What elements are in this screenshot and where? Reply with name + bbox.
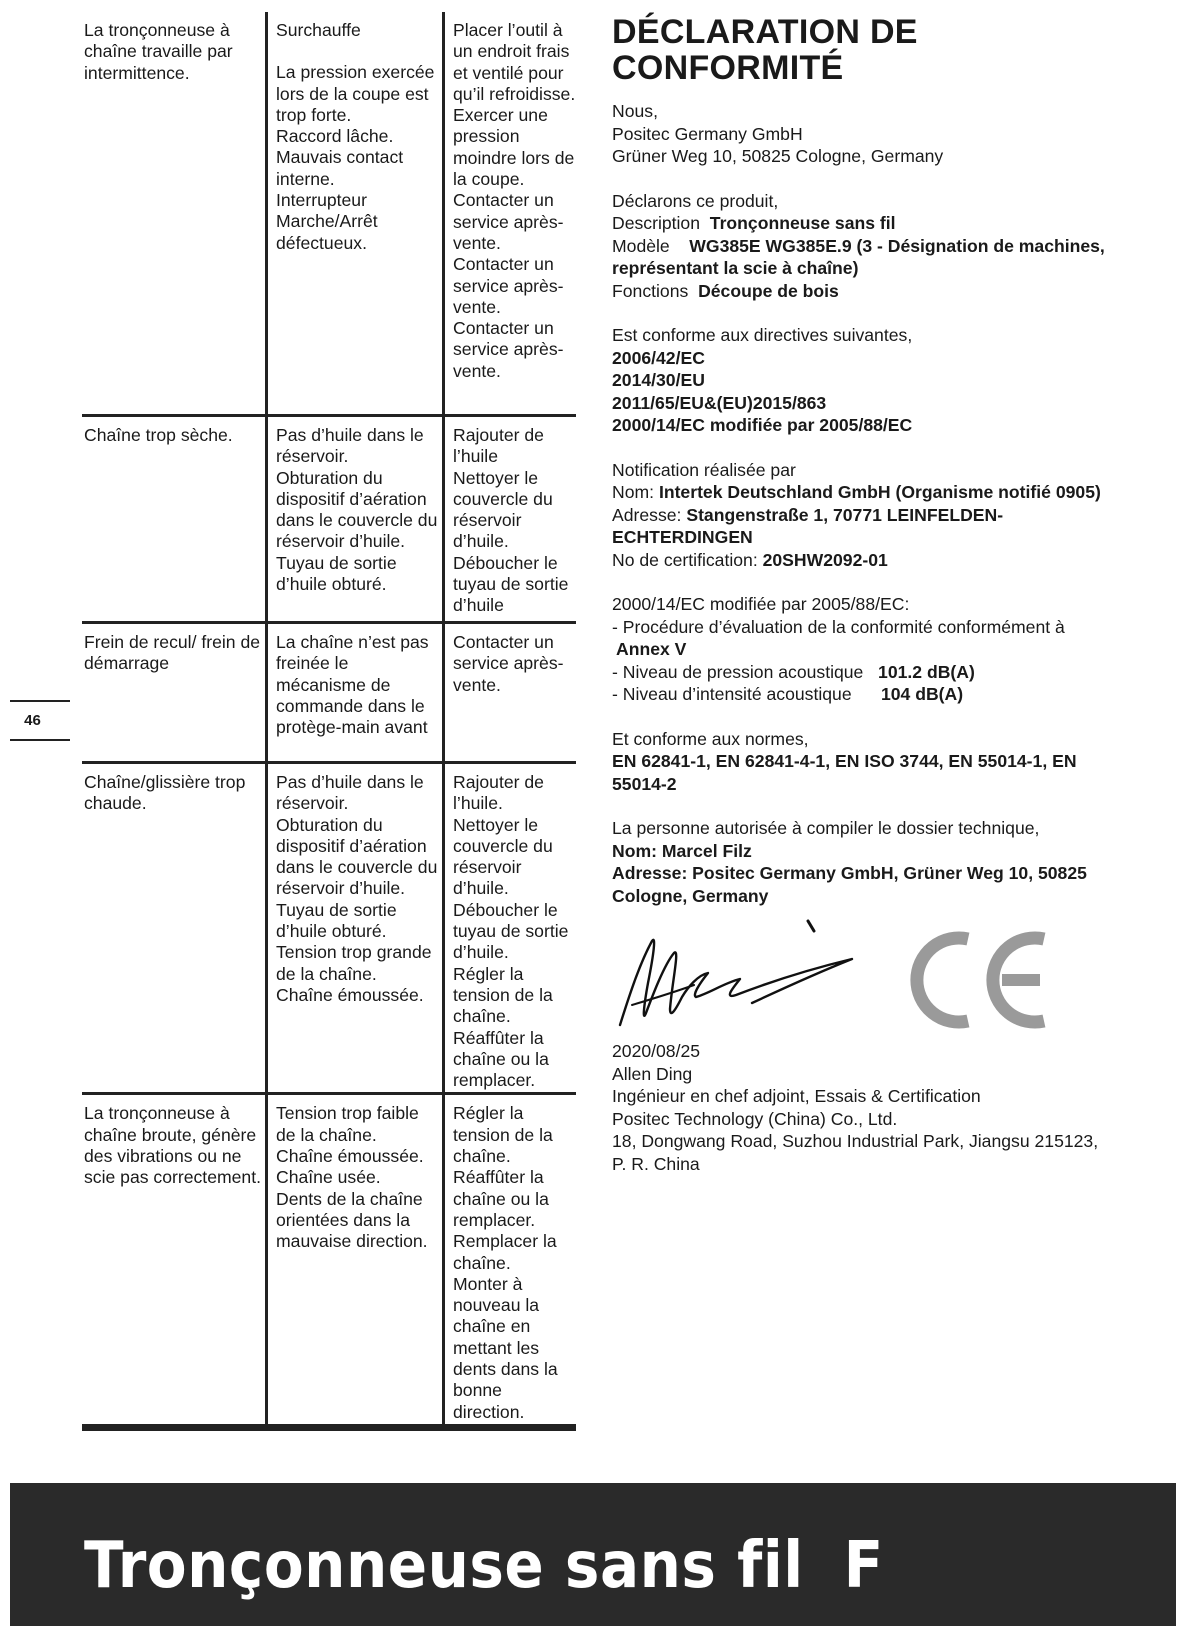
problem-cell xyxy=(82,416,267,623)
certification-number: No de certification: 20SHW2092-01 xyxy=(612,549,888,570)
standards-list: EN 62841-1, EN 62841-4-1, EN ISO 3744, EN 55014-1, EN 55014-2 xyxy=(612,751,1077,794)
cell-text: Tension trop grande de la chaîne. xyxy=(276,942,432,984)
cell-text: Chaîne usée. xyxy=(276,1167,381,1188)
standards-block: Et conforme aux normes, EN 62841-1, EN 62841-4-1, EN ISO 3744, EN 55014-1, EN 55014-2 xyxy=(612,728,1112,796)
cell-text: Régler la tension de la chaîne. xyxy=(453,1103,553,1167)
cell-text: Contacter un service après-vente. xyxy=(453,318,564,381)
cell-text: La chaîne n’est pas freinée le mécanisme de commande dans le protège-main avant xyxy=(276,632,429,738)
footer-banner xyxy=(10,1483,1176,1626)
cell-text: La tronçonneuse à chaîne broute, génère des vibrations ou ne scie pas correctement. xyxy=(84,1103,261,1188)
sound-pressure-level: - Niveau de pression acoustique 101.2 dB(A) xyxy=(612,661,975,682)
notified-body-block: Notification réalisée par Nom: Intertek Deutschland GmbH (Organisme notifié 0905) Adresse: Stangenstraße 1, 70771 LEINFELDEN-ECHTERDINGEN No de certification: 20SHW2092-01 xyxy=(612,459,1112,572)
cell-text: Mauvais contact interne. xyxy=(276,147,404,189)
cell-text: Surchauffe xyxy=(276,20,361,40)
manufacturer-block: Nous, Positec Germany GmbH Grüner Weg 10, 50825 Cologne, Germany xyxy=(612,100,1112,168)
cell-text: La tronçonneuse à chaîne travaille par intermittence. xyxy=(84,20,233,83)
solution-cell xyxy=(444,416,577,623)
page-number: 46 xyxy=(24,712,41,729)
product-description: Description Tronçonneuse sans fil xyxy=(612,213,896,233)
table-row xyxy=(82,12,576,416)
cause-cell xyxy=(267,12,444,416)
solution-cell xyxy=(444,1094,577,1427)
signature-area xyxy=(612,913,1112,1038)
cell-text: Déboucher le tuyau de sortie d’huile. xyxy=(453,899,569,963)
cell-text: La pression exercée lors de la coupe est trop forte. xyxy=(276,62,435,125)
signatory-block xyxy=(612,1040,1112,1175)
cause-cell xyxy=(267,1094,444,1427)
solution-cell xyxy=(444,763,577,1094)
directive-item: 2006/42/EC xyxy=(612,347,705,368)
cell-text: Monter à nouveau la chaîne en mettant les dents dans la bonne direction. xyxy=(453,1273,558,1422)
cell-text: Chaîne/glissière trop chaude. xyxy=(84,772,246,814)
ce-mark-icon xyxy=(902,925,1052,1035)
cell-text: Tuyau de sortie d’huile obturé. xyxy=(276,899,397,942)
sound-power-level: - Niveau d’intensité acoustique 104 dB(A) xyxy=(612,684,964,704)
signatory-name: Allen Ding xyxy=(612,1063,693,1084)
directive-item: 2000/14/EC modifiée par 2005/88/EC xyxy=(612,415,913,435)
declaration-of-conformity xyxy=(612,14,1112,1175)
page-number-rule-bottom xyxy=(10,739,70,741)
cell-text: Déboucher le tuyau de sortie d’huile xyxy=(453,552,569,616)
signature-date: 2020/08/25 xyxy=(612,1041,701,1061)
cell-text: Tuyau de sortie d’huile obturé. xyxy=(276,552,397,595)
cell-text: Chaîne trop sèche. xyxy=(84,425,233,445)
cell-text: Exercer une pression moindre lors de la coupe. xyxy=(453,105,575,190)
signatory-address: 18, Dongwang Road, Suzhou Industrial Park, Jiangsu 215123, P. R. China xyxy=(612,1131,1099,1174)
table-row xyxy=(82,416,576,623)
signatory-company: Positec Technology (China) Co., Ltd. xyxy=(612,1108,898,1129)
solution-cell xyxy=(444,623,577,763)
problem-cell xyxy=(82,12,267,416)
cause-cell xyxy=(267,763,444,1094)
directive-item: 2011/65/EU&(EU)2015/863 xyxy=(612,392,827,413)
cell-text: Contacter un service après-vente. xyxy=(453,632,564,695)
cell-text: Interrupteur Marche/Arrêt défectueux. xyxy=(276,190,378,253)
signatory-title: Ingénieur en chef adjoint, Essais & Certification xyxy=(612,1086,981,1106)
product-title: Tronçonneuse sans fil F xyxy=(84,1527,884,1603)
company-address: Grüner Weg 10, 50825 Cologne, Germany xyxy=(612,146,944,166)
cell-text: Rajouter de l’huile xyxy=(453,425,544,467)
problem-cell xyxy=(82,763,267,1094)
cell-text: Tension trop faible de la chaîne. xyxy=(276,1103,419,1145)
cell-text: Remplacer la chaîne. xyxy=(453,1231,557,1273)
signature-image xyxy=(612,913,872,1038)
cell-text: Chaîne émoussée. xyxy=(276,1146,424,1167)
cell-text: Pas d’huile dans le réservoir. xyxy=(276,772,424,814)
cell-text: Réaffûter la chaîne ou la remplacer. xyxy=(453,1167,549,1230)
cell-text: Rajouter de l’huile. xyxy=(453,772,544,814)
notified-body-address: Adresse: Stangenstraße 1, 70771 LEINFELDEN-ECHTERDINGEN xyxy=(612,504,1004,547)
noise-block: 2000/14/EC modifiée par 2005/88/EC: - Procédure d’évaluation de la conformité conformément à Annex V - Niveau de pression acoustique 101.2 dB(A) - Niveau d’intensité acoustique 104 dB(A) xyxy=(612,593,1112,706)
product-model: Modèle WG385E WG385E.9 (3 - Désignation de machines, représentant la scie à chaîne) xyxy=(612,235,1105,278)
cell-text: Contacter un service après-vente. xyxy=(453,190,564,253)
company-name: Positec Germany GmbH xyxy=(612,123,803,144)
table-row xyxy=(82,1094,576,1427)
procedure-annex: Annex V xyxy=(616,639,687,659)
cell-text: Réaffûter la chaîne ou la remplacer. xyxy=(453,1027,549,1091)
cell-text: Placer l’outil à un endroit frais et ventilé pour qu’il refroidisse. xyxy=(453,20,576,104)
cell-text: Raccord lâche. xyxy=(276,126,394,147)
cell-text: Régler la tension de la chaîne. xyxy=(453,963,553,1027)
authorized-person-block: La personne autorisée à compiler le dossier technique, Nom: Marcel Filz Adresse: Positec Germany GmbH, Grüner Weg 10, 50825 Cologne, Germany xyxy=(612,817,1112,907)
problem-cell xyxy=(82,623,267,763)
cell-text: Pas d’huile dans le réservoir. xyxy=(276,425,424,467)
cell-text: Obturation du dispositif d’aération dans le couvercle du réservoir d’huile. xyxy=(276,814,438,899)
table-row xyxy=(82,623,576,763)
cell-text: Contacter un service après-vente. xyxy=(453,254,564,317)
solution-cell xyxy=(444,12,577,416)
declaration-title: DÉCLARATION DE CONFORMITÉ xyxy=(612,13,918,87)
cell-text: Frein de recul/ frein de démarrage xyxy=(84,632,261,674)
notified-body-name: Nom: Intertek Deutschland GmbH (Organisme notifié 0905) xyxy=(612,482,1101,502)
cell-text: Chaîne émoussée. xyxy=(276,984,424,1005)
troubleshooting-table xyxy=(82,12,576,1431)
authorized-person-name: Nom: Marcel Filz xyxy=(612,840,752,861)
problem-cell xyxy=(82,1094,267,1427)
directives-block: Est conforme aux directives suivantes, 2006/42/EC 2014/30/EU 2011/65/EU&(EU)2015/863 2000/14/EC modifiée par 2005/88/EC xyxy=(612,324,1112,437)
product-functions: Fonctions Découpe de bois xyxy=(612,280,839,301)
cell-text: Nettoyer le couvercle du réservoir d’huile. xyxy=(453,467,553,552)
directive-item: 2014/30/EU xyxy=(612,370,705,390)
authorized-person-address: Adresse: Positec Germany GmbH, Grüner Weg 10, 50825 Cologne, Germany xyxy=(612,863,1087,906)
product-block: Déclarons ce produit, Description Tronçonneuse sans fil Modèle WG385E WG385E.9 (3 - Désignation de machines, représentant la scie à chaîne) Fonctions Découpe de bois xyxy=(612,190,1112,303)
cell-text: Dents de la chaîne orientées dans la mauvaise direction. xyxy=(276,1188,428,1252)
page-number-marker xyxy=(10,700,70,741)
cell-text: Obturation du dispositif d’aération dans le couvercle du réservoir d’huile. xyxy=(276,467,438,552)
language-code: F xyxy=(843,1527,884,1603)
cause-cell xyxy=(267,416,444,623)
cause-cell xyxy=(267,623,444,763)
cell-text: Nettoyer le couvercle du réservoir d’huile. xyxy=(453,814,553,899)
table-row xyxy=(82,763,576,1094)
